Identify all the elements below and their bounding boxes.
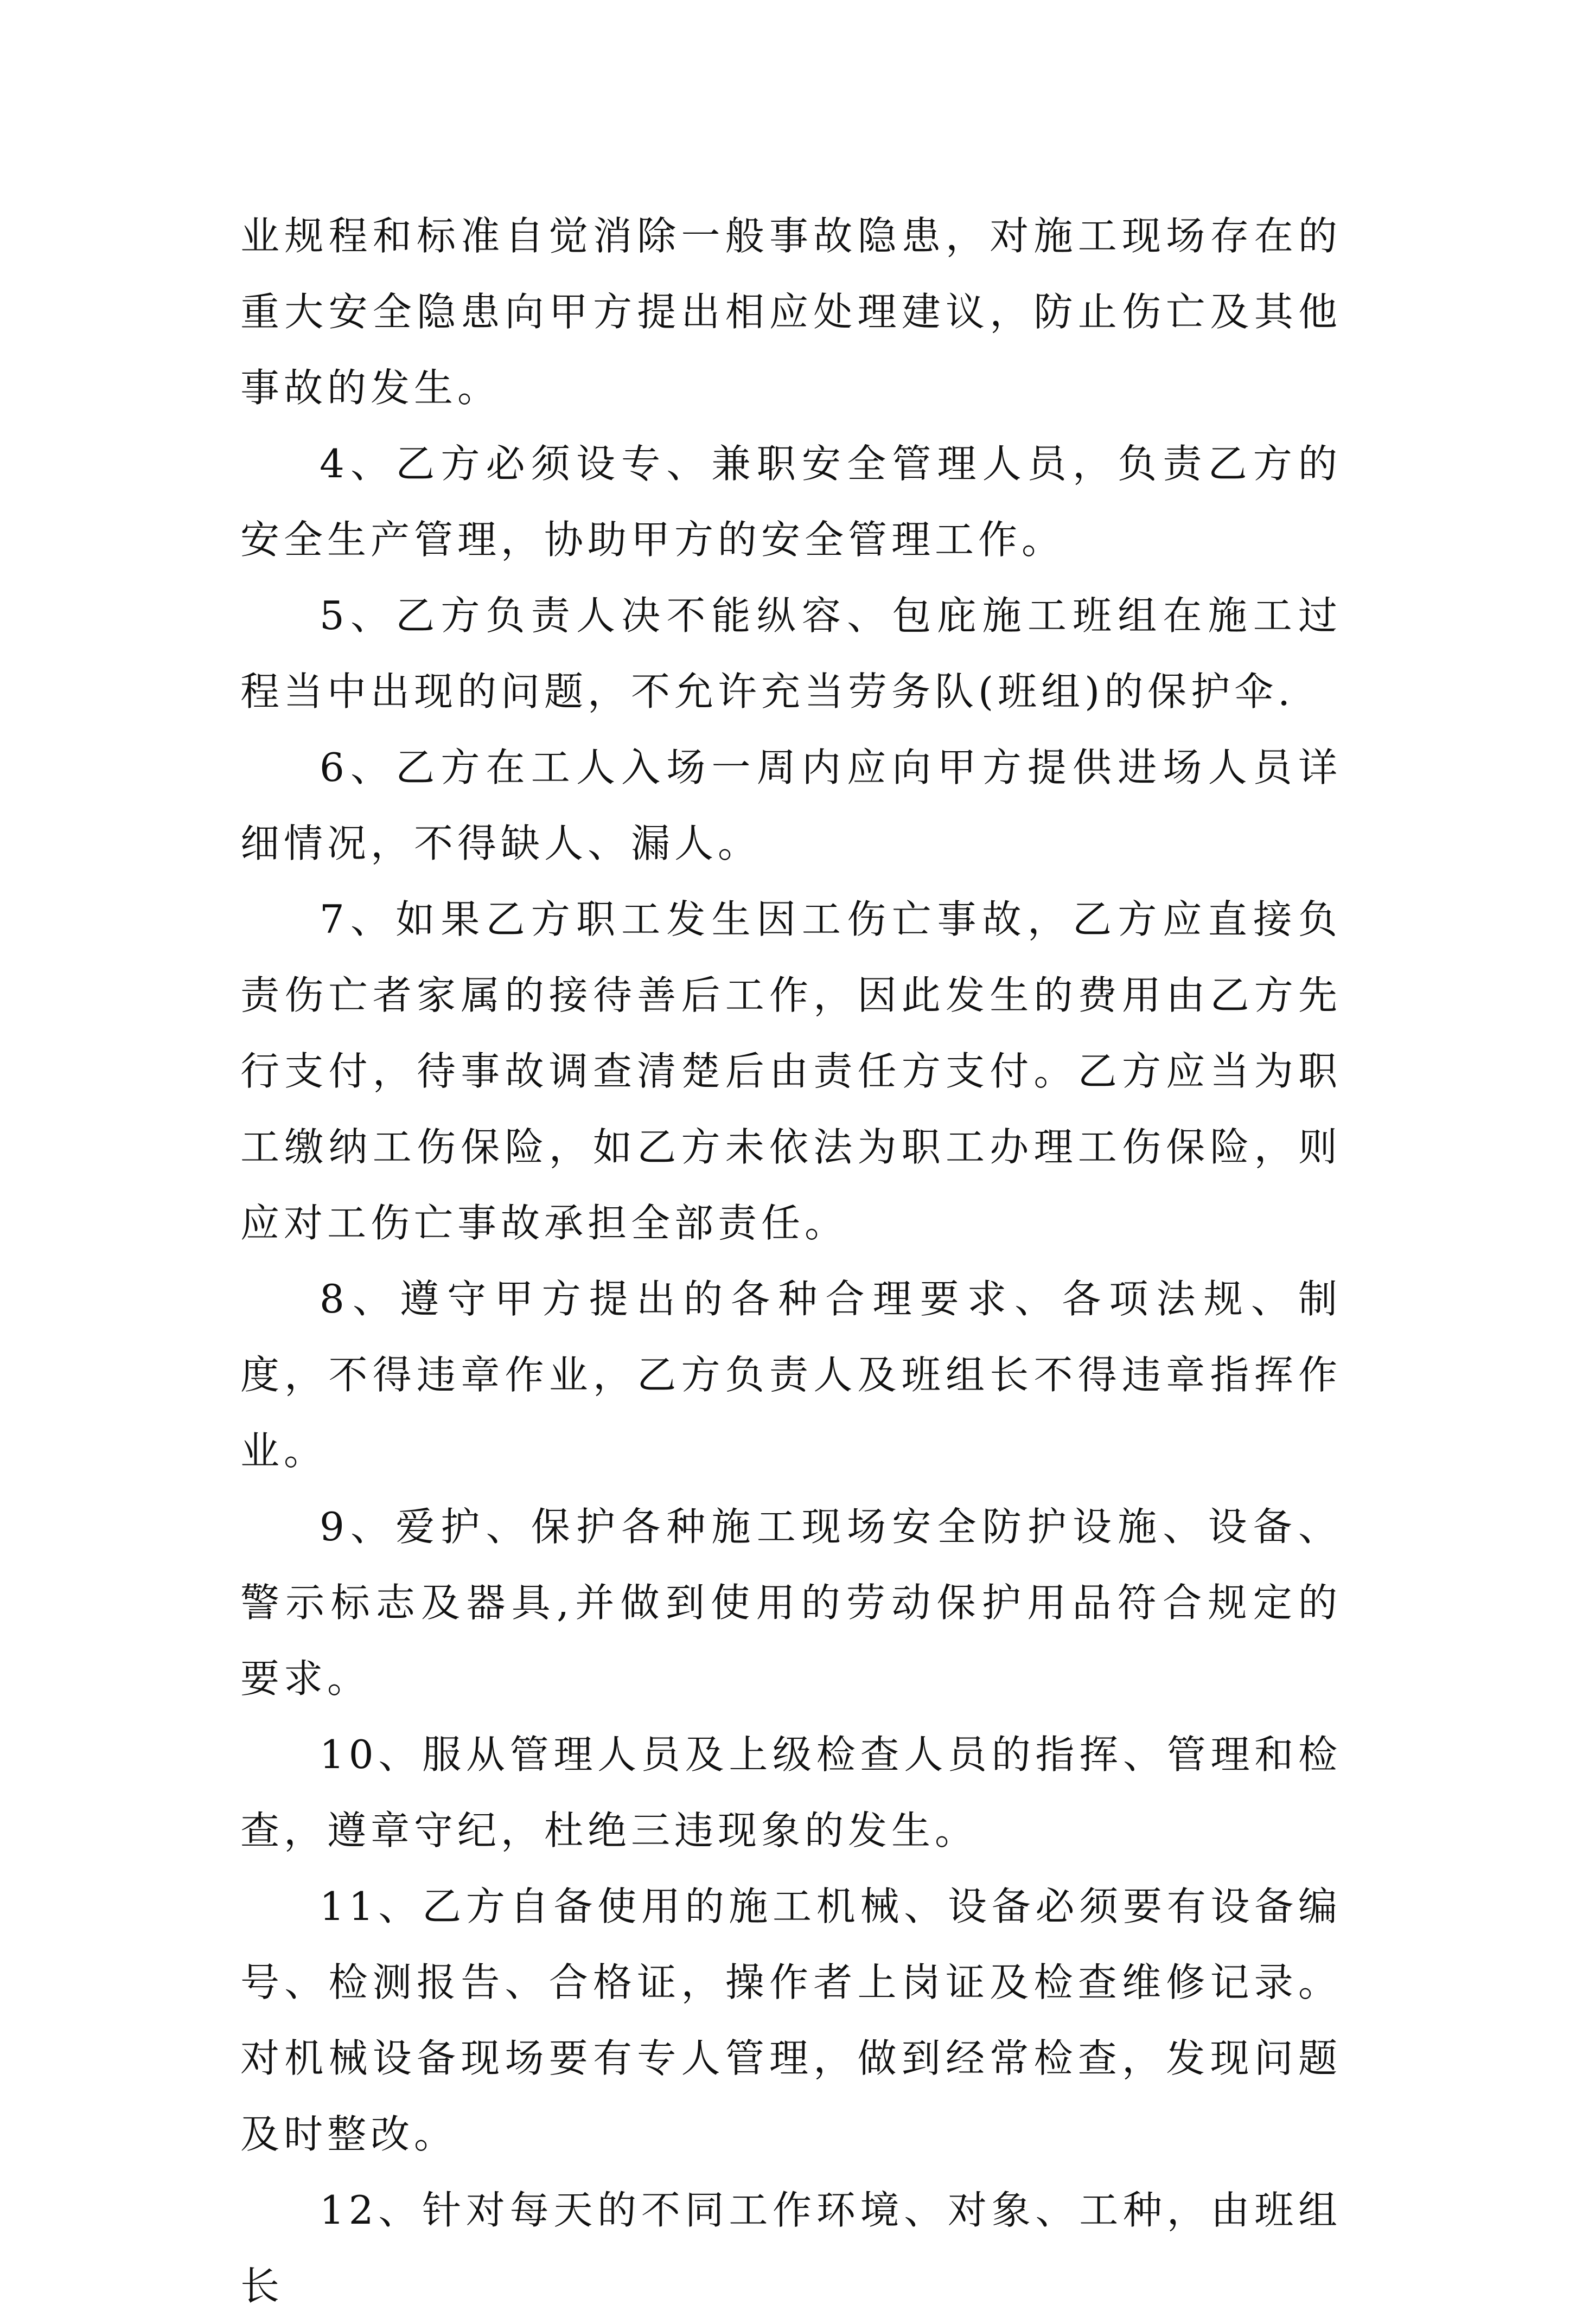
paragraph-item-10: 10、服从管理人员及上级检查人员的指挥、管理和检查，遵章守纪，杜绝三违现象的发生。 [240,1732,1342,1853]
paragraph-continuation: 业规程和标准自觉消除一般事故隐患，对施工现场存在的重大安全隐患向甲方提出相应处理建议，防止伤亡及其他事故的发生。 [240,213,1342,411]
paragraph-item-12: 12、针对每天的不同工作环境、对象、工种，由班组长 [240,2187,1342,2309]
paragraph-item-5: 5、乙方负责人决不能纵容、包庇施工班组在施工过程当中出现的问题，不允许充当劳务队(班组)的保护伞. [240,593,1342,714]
paragraph-item-6: 6、乙方在工人入场一周内应向甲方提供进场人员详细情况，不得缺人、漏人。 [240,745,1342,866]
paragraph-item-4: 4、乙方必须设专、兼职安全管理人员，负责乙方的安全生产管理，协助甲方的安全管理工作。 [240,441,1342,562]
paragraph-item-11: 11、乙方自备使用的施工机械、设备必须要有设备编号、检测报告、合格证，操作者上岗证及检查维修记录。对机械设备现场要有专人管理，做到经常检查，发现问题及时整改。 [240,1884,1342,2157]
paragraph-item-8: 8、遵守甲方提出的各种合理要求、各项法规、制度，不得违章作业，乙方负责人及班组长不得违章指挥作业。 [240,1276,1342,1474]
paragraph-item-9: 9、爱护、保护各种施工现场安全防护设施、设备、警示标志及器具,并做到使用的劳动保护用品符合规定的要求。 [240,1504,1342,1701]
paragraph-item-7: 7、如果乙方职工发生因工伤亡事故，乙方应直接负责伤亡者家属的接待善后工作，因此发生的费用由乙方先行支付，待事故调查清楚后由责任方支付。乙方应当为职工缴纳工伤保险，如乙方未依法为职工办理工伤保险，则应对工伤亡事故承担全部责任。 [240,897,1342,1246]
document-body [240,198,1342,2324]
